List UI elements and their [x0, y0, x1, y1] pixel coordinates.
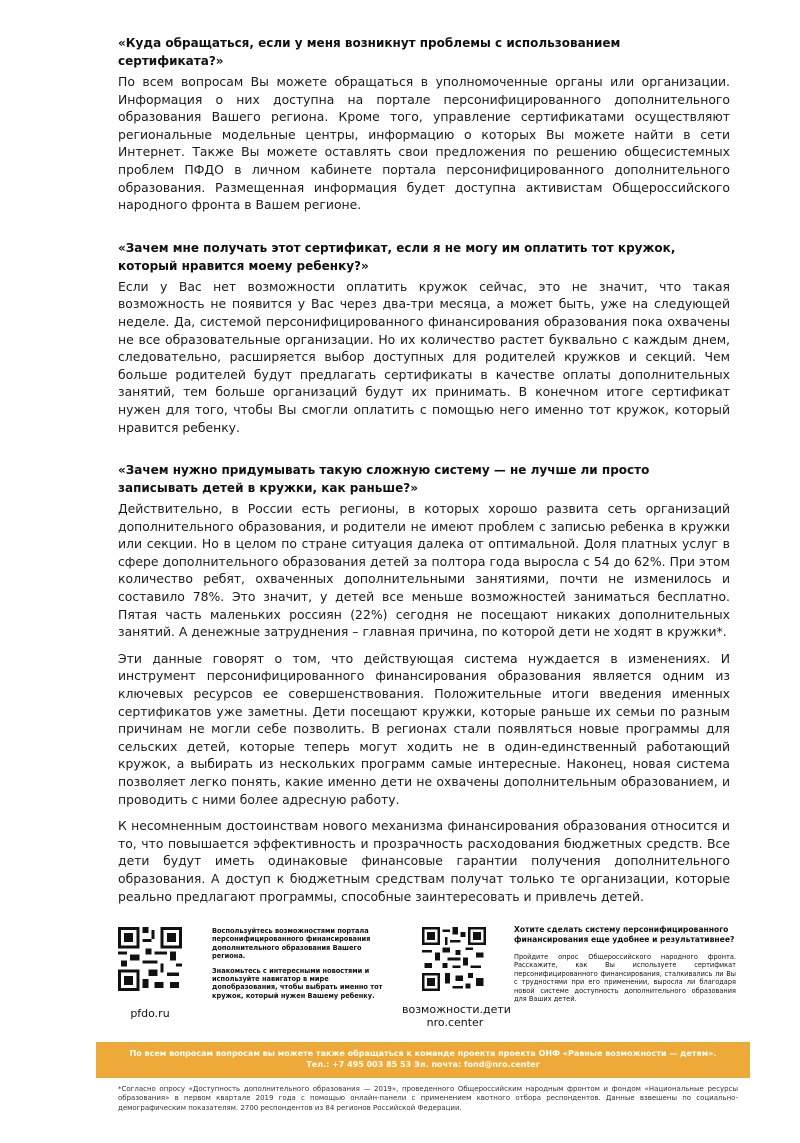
promo-portal-text	[212, 927, 392, 1006]
qr-code-icon	[118, 927, 182, 991]
qr-caption-pfdo[interactable]: pfdo.ru	[130, 1007, 170, 1020]
answer-paragraph: По всем вопросам Вы можете обращаться в уполномоченные органы или организации. Информация о них доступна на портале персонифицированного дополнительного образования Вашего региона. Кроме того, управление сертификатами осуществляют региональные модельные центры, информацию о которых Вы можете найти в сети Интернет. Также Вы можете оставлять свои предложения по решению общесистемных проблем ПФДО в личном кабинете портала персонифицированного дополнительного образования. Размещенная информация будет доступна активистам Общероссийского народного фронта в Вашем регионе.	[118, 74, 730, 213]
survey-heading: Хотите сделать систему персонифицированного финансирования еще удобнее и результативнее?	[514, 925, 735, 944]
section-3	[118, 461, 730, 905]
section-2	[118, 239, 730, 436]
contact-band-line: По всем вопросам вопросам вы можете также обращаться к команде проекта проекта ОНФ «Равные возможности — детям».	[129, 1049, 717, 1058]
survey-promo	[514, 925, 736, 1003]
answer-paragraph: Если у Вас нет возможности оплатить кружок сейчас, это не значит, что такая возможность не появится у Вас через два-три месяца, а может быть, уже на следующей неделе. Да, системой персонифицированного финансирования образования пока охвачены не все образовательные организации. Но их количество растет буквально с каждым днем, следовательно, расширяется выбор доступных для родителей кружков и секций. Чем больше родителей будут предлагать сертификаты в качестве оплаты дополнительных занятий, тем больше организаций будут их принимать. В конечном итоге сертификат нужен для того, чтобы Вы смогли оплатить с помощью него именно тот кружок, который нравится ребенку.	[118, 278, 730, 435]
section-1	[118, 34, 730, 214]
answer-paragraph: К несомненным достоинствам нового механизма финансирования образования относится и то, что повышается эффективность и прозрачность расходования бюджетных средств. Все дети будут иметь одинаковые финансовые гарантии получения дополнительного образования. А доступ к бюджетным средствам получат только те организации, которые реально предлагают программы, способные заинтересовать и привлечь детей.	[118, 818, 730, 904]
qr-code-pfdo[interactable]	[118, 927, 182, 991]
article	[118, 34, 730, 914]
contact-band	[96, 1042, 750, 1078]
question-heading: «Куда обращаться, если у меня возникнут проблемы с использованием сертификата?»	[118, 36, 621, 68]
qr-code-nro[interactable]	[422, 927, 486, 991]
footnote: *Согласно опросу «Доступность дополнительного образования — 2019», проведенного Общероссийским народным фронтом и фондом «Национальные ресурсы образования» в первом квартале 2019 года с помощью онлайн-панели с применением квотного отбора респондентов. Данные взвешены по социально-демографическим показателям. 2700 респондентов из 84 регионов Российской Федерации.	[118, 1085, 738, 1112]
qr-code-icon	[422, 927, 486, 991]
qr-caption-line: возможности.дети	[402, 1003, 511, 1016]
qr-caption-nro[interactable]	[402, 1003, 511, 1029]
contact-band-details[interactable]: Тел.: +7 495 003 85 53 Эл. почта: fond@nro.center	[306, 1060, 540, 1069]
question-heading: «Зачем нужно придумывать такую сложную систему — не лучше ли просто записывать детей в кружки, как раньше?»	[118, 463, 650, 496]
answer-paragraph: Эти данные говорят о том, что действующая система нуждается в изменениях. И инструмент персонифицированного финансирования образования является одним из ключевых ресурсов ее совершенствования. Положительные итоги введения именных сертификатов уже заметны. Дети посещают кружки, которые раньше их семьи по разным причинам не могли себе позволить. В регионах стали появляться новые программы для сельских детей, которые теперь могут ходить не в один-единственный работающий кружок, а выбирать из нескольких программ самые интересные. Наконец, новая система позволяет легко понять, какие именно дети не охвачены дополнительным образованием, и проводить с ними более адресную работу.	[118, 650, 730, 807]
promo-portal-line: Знакомьтесь с интересными новостями и используйте навигатор в мире допобразования, чтобы выбрать именно тот кружок, который нужен Вашему ребенку.	[212, 966, 383, 1000]
promo-block	[118, 925, 738, 1035]
qr-caption-line: nro.center	[426, 1016, 484, 1029]
answer-paragraph: Действительно, в России есть регионы, в которых хорошо развита сеть организаций дополнительного образования, и родители не имеют проблем с записью ребенка в кружки или секции. Но в целом по стране ситуация далека от оптимальной. Доля платных услуг в сфере дополнительного образования детей за полтора года выросла с 54 до 62%. При этом количество ребят, охваченных дополнительными занятиями, почти не изменилось и составило 78%. Это значит, у детей все меньше возможностей заниматься бесплатно. Пятая часть маленьких россиян (22%) сегодня не посещают никаких дополнительных занятий. А денежные затруднения – главная причина, по которой дети не ходят в кружки*.	[118, 501, 730, 640]
question-heading: «Зачем мне получать этот сертификат, если я не могу им оплатить тот кружок, который нравится моему ребенку?»	[118, 240, 676, 273]
survey-body: Пройдите опрос Общероссийского народного фронта. Расскажите, как Вы используете сертификат персонифицированного финансирования, сталкивались ли Вы с трудностями при его применении, выросла ли благодаря новой системе доступность дополнительного образования для Ваших детей.	[514, 953, 736, 1004]
promo-portal-line: Воспользуйтесь возможностями портала персонифицированного финансирования дополнительного образования Вашего региона.	[212, 927, 371, 961]
